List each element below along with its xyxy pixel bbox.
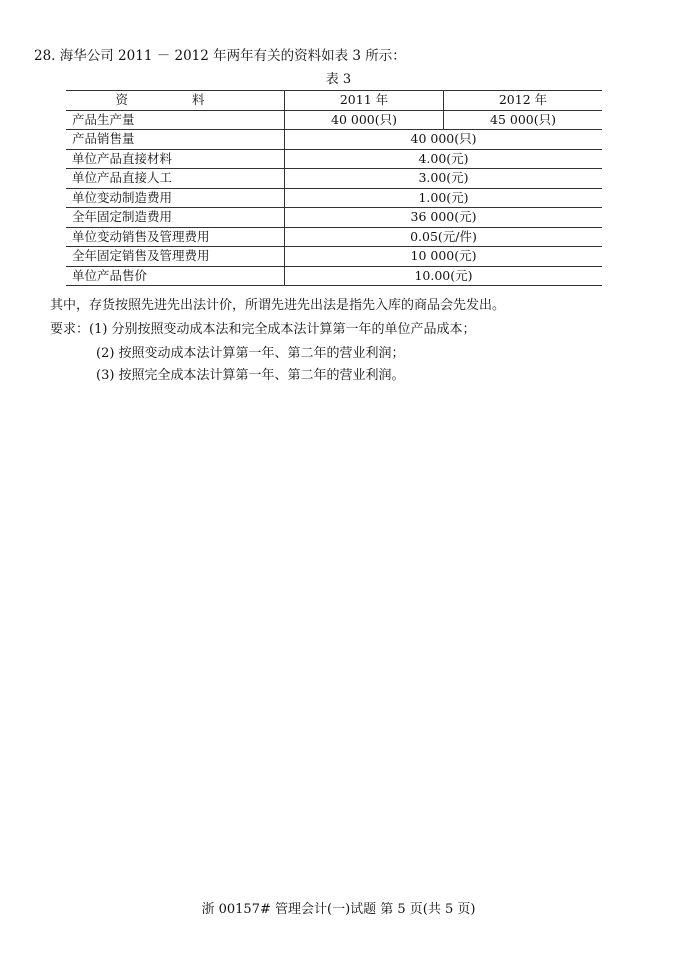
row-value: 3.00(元) bbox=[285, 169, 603, 189]
header-2011: 2011 年 bbox=[285, 91, 444, 111]
inventory-note: 其中，存货按照先进先出法计价，所谓先进先出法是指先入库的商品会先发出。 bbox=[50, 298, 506, 313]
question-header: 28. 海华公司 2011 － 2012 年两年有关的资料如表 3 所示： bbox=[34, 48, 406, 64]
table-row bbox=[66, 130, 602, 150]
row-value: 40 000(只) bbox=[285, 130, 603, 150]
row-label: 全年固定销售及管理费用 bbox=[66, 247, 285, 267]
row-value: 0.05(元/件) bbox=[285, 227, 603, 247]
row-label: 单位产品直接人工 bbox=[66, 169, 285, 189]
requirement-3: (3) 按照完全成本法计算第一年、第二年的营业利润。 bbox=[96, 368, 405, 383]
table-row bbox=[66, 149, 602, 169]
row-label: 产品销售量 bbox=[66, 130, 285, 150]
row-label: 单位变动销售及管理费用 bbox=[66, 227, 285, 247]
table-row bbox=[66, 266, 602, 286]
header-2012: 2012 年 bbox=[444, 91, 603, 111]
page-footer: 浙 00157# 管理会计(一)试题 第 5 页(共 5 页) bbox=[201, 902, 476, 917]
table-row bbox=[66, 110, 602, 130]
table-row bbox=[66, 227, 602, 247]
table-row bbox=[66, 247, 602, 267]
row-value: 4.00(元) bbox=[285, 149, 603, 169]
table-row bbox=[66, 169, 602, 189]
row-label: 全年固定制造费用 bbox=[66, 208, 285, 228]
header-item: 资 料 bbox=[66, 91, 285, 111]
table-caption: 表 3 bbox=[325, 72, 352, 87]
row-value-2012: 45 000(只) bbox=[444, 110, 603, 130]
row-value: 10 000(元) bbox=[285, 247, 603, 267]
row-label: 单位产品直接材料 bbox=[66, 149, 285, 169]
table-header-row bbox=[66, 91, 602, 111]
data-table bbox=[66, 90, 602, 286]
row-value-2011: 40 000(只) bbox=[285, 110, 444, 130]
requirement-2: (2) 按照变动成本法计算第一年、第二年的营业利润； bbox=[96, 346, 405, 361]
row-value: 1.00(元) bbox=[285, 188, 603, 208]
row-label: 单位产品售价 bbox=[66, 266, 285, 286]
row-label: 产品生产量 bbox=[66, 110, 285, 130]
table-row bbox=[66, 208, 602, 228]
row-value: 36 000(元) bbox=[285, 208, 603, 228]
row-label: 单位变动制造费用 bbox=[66, 188, 285, 208]
table-row bbox=[66, 188, 602, 208]
requirement-1: 要求：(1) 分别按照变动成本法和完全成本法计算第一年的单位产品成本； bbox=[50, 322, 476, 337]
row-value: 10.00(元) bbox=[285, 266, 603, 286]
